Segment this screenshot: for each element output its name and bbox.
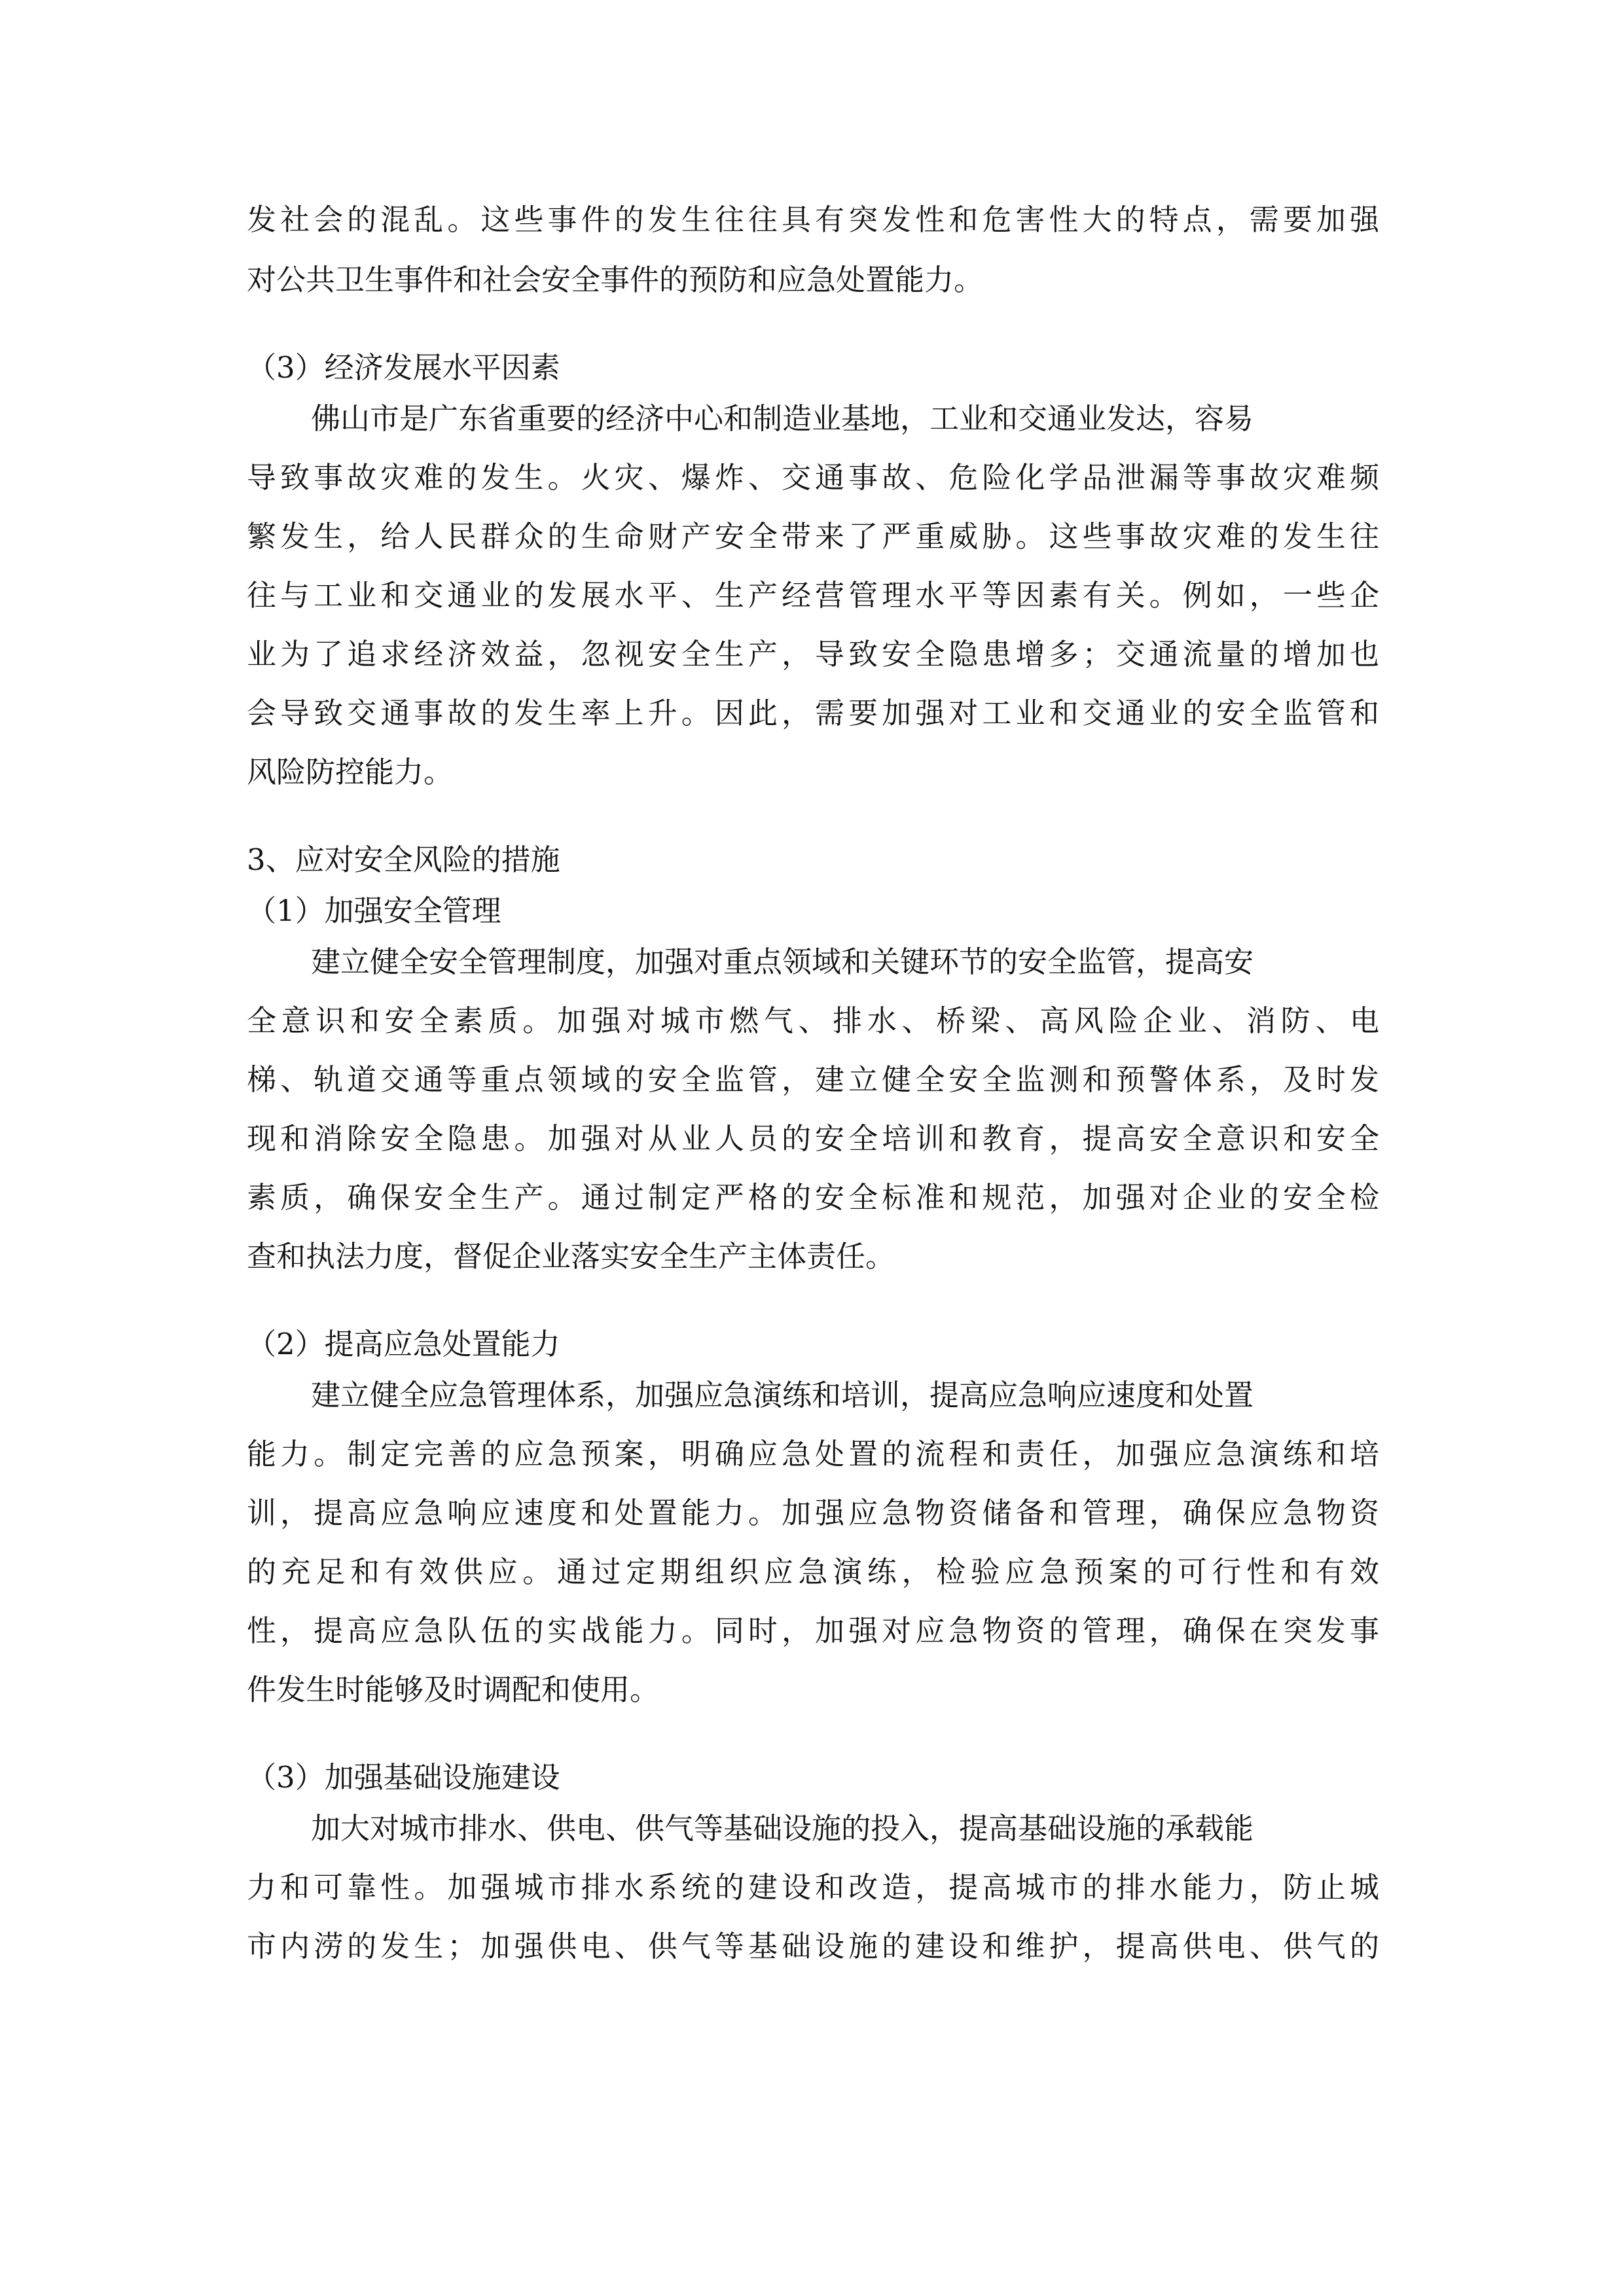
paragraph-line: 发社会的混乱。这些事件的发生往往具有突发性和危害性大的特点，需要加强 (247, 202, 1379, 237)
paragraph-line: 风险防控能力。 (247, 755, 454, 789)
paragraph-line: 力和可靠性。加强城市排水系统的建设和改造，提高城市的排水能力，防止城 (247, 1870, 1379, 1905)
paragraph-line: 会导致交通事故的发生率上升。因此，需要加强对工业和交通业的安全监管和 (247, 696, 1379, 730)
paragraph-line: 梯、轨道交通等重点领域的安全监管，建立健全安全监测和预警体系，及时发 (247, 1062, 1379, 1097)
section-subheading: （3）加强基础设施建设 (247, 1760, 560, 1795)
paragraph-line: 往与工业和交通业的发展水平、生产经营管理水平等因素有关。例如，一些企 (247, 578, 1379, 613)
section-subheading: （1）加强安全管理 (247, 893, 501, 928)
paragraph-line: 素质，确保安全生产。通过制定严格的安全标准和规范，加强对企业的安全检 (247, 1180, 1379, 1215)
section-subheading: （3）经济发展水平因素 (247, 350, 560, 385)
paragraph-line: 加大对城市排水、供电、供气等基础设施的投入，提高基础设施的承载能 (311, 1811, 1254, 1846)
paragraph-line: 能力。制定完善的应急预案，明确应急处置的流程和责任，加强应急演练和培 (247, 1437, 1379, 1471)
paragraph-line: 繁发生，给人民群众的生命财产安全带来了严重威胁。这些事故灾难的发生往 (247, 519, 1379, 554)
paragraph-line: 全意识和安全素质。加强对城市燃气、排水、桥梁、高风险企业、消防、电 (247, 1003, 1379, 1038)
paragraph-line: 查和执法力度，督促企业落实安全生产主体责任。 (247, 1239, 895, 1274)
paragraph-line: 业为了追求经济效益，忽视安全生产，导致安全隐患增多；交通流量的增加也 (247, 637, 1379, 672)
section-subheading: （2）提高应急处置能力 (247, 1327, 560, 1361)
paragraph-line: 佛山市是广东省重要的经济中心和制造业基地，工业和交通业发达，容易 (311, 401, 1254, 436)
paragraph-line: 市内涝的发生；加强供电、供气等基础设施的建设和维护，提高供电、供气的 (247, 1929, 1379, 1964)
paragraph-line: 训，提高应急响应速度和处置能力。加强应急物资储备和管理，确保应急物资 (247, 1496, 1379, 1530)
paragraph-line: 件发生时能够及时调配和使用。 (247, 1672, 660, 1707)
paragraph-line: 对公共卫生事件和社会安全事件的预防和应急处置能力。 (247, 262, 984, 297)
section-heading: 3、应对安全风险的措施 (247, 842, 560, 877)
paragraph-line: 建立健全应急管理体系，加强应急演练和培训，提高应急响应速度和处置 (311, 1378, 1254, 1412)
paragraph-line: 导致事故灾难的发生。火灾、爆炸、交通事故、危险化学品泄漏等事故灾难频 (247, 460, 1379, 495)
paragraph-line: 建立健全安全管理制度，加强对重点领域和关键环节的安全监管，提高安 (311, 944, 1254, 979)
paragraph-line: 的充足和有效供应。通过定期组织应急演练，检验应急预案的可行性和有效 (247, 1554, 1379, 1589)
paragraph-line: 性，提高应急队伍的实战能力。同时，加强对应急物资的管理，确保在突发事 (247, 1613, 1379, 1648)
paragraph-line: 现和消除安全隐患。加强对从业人员的安全培训和教育，提高安全意识和安全 (247, 1121, 1379, 1156)
